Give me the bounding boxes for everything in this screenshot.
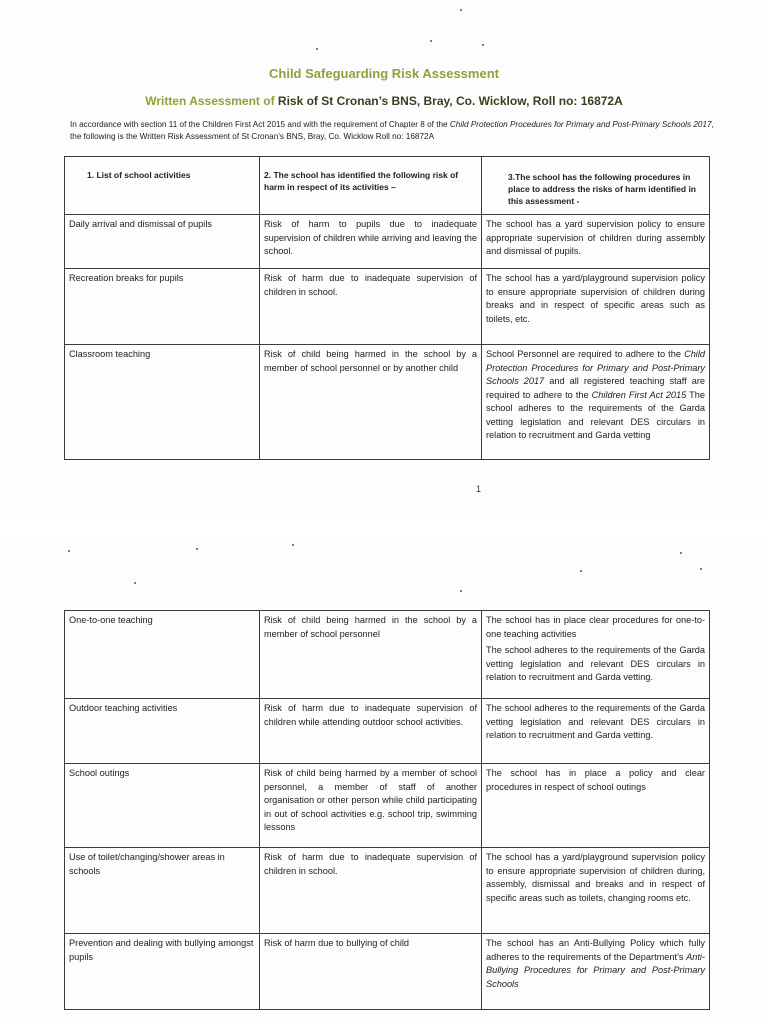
activity-cell: Classroom teaching (65, 345, 260, 460)
scan-speck (482, 44, 484, 46)
activity-cell: Daily arrival and dismissal of pupils (65, 215, 260, 269)
table-header-row (65, 157, 710, 215)
risk-cell: Risk of harm due to inadequate supervision of children while attending outdoor school activities. (260, 699, 482, 764)
procedure-reference: Child Protection Procedures for Primary and Post-Primary Schools 2017 (486, 349, 705, 386)
header-activities: 1. List of school activities (65, 157, 260, 215)
activity-cell: Recreation breaks for pupils (65, 269, 260, 345)
activity-cell: Outdoor teaching activities (65, 699, 260, 764)
table-row (65, 269, 710, 345)
intro-text-a: In accordance with section 11 of the Children First Act 2015 and with the requirement of Chapter 8 of the (70, 120, 448, 129)
document-subtitle (0, 94, 768, 108)
procedure-cell: The school has a yard/playground supervision policy to ensure appropriate supervision of children during, assembly, dismissal and breaks and in respect of specific areas such as toilets, changing rooms etc. (482, 848, 710, 934)
page-gap (0, 520, 768, 538)
risk-cell: Risk of harm due to inadequate supervision of children in school. (260, 848, 482, 934)
procedure-reference: Children First Act 2015 (591, 389, 687, 400)
procedure-text: The school has an Anti-Bullying Policy which fully adheres to the requirements of the Department’s (486, 938, 705, 962)
table-row (65, 215, 710, 269)
scan-speck (134, 582, 136, 584)
intro-text-b: , the following is the Written Risk Assessment of St Cronan’s BNS, Bray, Co. Wicklow Roll no: 16872A (70, 120, 714, 141)
scan-speck (580, 570, 582, 572)
scan-speck (460, 9, 462, 11)
intro-reference: Child Protection Procedures for Primary and Post-Primary Schools 2017 (449, 120, 712, 129)
subtitle-prefix: Written Assessment of (145, 94, 275, 108)
scan-speck (68, 550, 70, 552)
risk-cell: Risk of child being harmed in the school by a member of school personnel (260, 611, 482, 699)
risk-cell: Risk of harm to pupils due to inadequate supervision of children while arriving and leaving the school. (260, 215, 482, 269)
procedure-text-extra: The school adheres to the requirements of the Garda vetting legislation and relevant DES circulars in relation to recruitment and Garda vetting. (486, 645, 705, 682)
risk-cell: Risk of harm due to inadequate supervision of children in school. (260, 269, 482, 345)
document-title: Child Safeguarding Risk Assessment (269, 66, 499, 81)
scan-speck (700, 568, 702, 570)
procedure-text: The school has in place clear procedures for one-to-one teaching activities (486, 615, 705, 639)
scan-speck (292, 544, 294, 546)
procedure-text: School Personnel are required to adhere to the (486, 349, 681, 359)
procedure-reference: Anti-Bullying Procedures for Primary and Post-Primary Schools (486, 951, 705, 989)
activity-cell: School outings (65, 764, 260, 848)
table-row (65, 699, 710, 764)
scan-speck (680, 552, 682, 554)
procedure-text: The school adheres to the requirements of the Garda vetting legislation and relevant DES circulars in relation to recruitment and Garda vetting (486, 389, 705, 440)
table-row (65, 345, 710, 460)
table-row (65, 764, 710, 848)
procedure-cell: The school adheres to the requirements of the Garda vetting legislation and relevant DES circulars in relation to recruitment and Garda vetting. (482, 699, 710, 764)
table-row (65, 934, 710, 1010)
activity-cell: One-to-one teaching (65, 611, 260, 699)
table-row (65, 848, 710, 934)
scan-speck (316, 48, 318, 50)
procedure-cell (482, 611, 710, 699)
activity-cell: Use of toilet/changing/shower areas in schools (65, 848, 260, 934)
procedure-cell: The school has in place a policy and clear procedures in respect of school outings (482, 764, 710, 848)
procedure-cell: The school has a yard supervision policy to ensure appropriate supervision of children during assembly and dismissal of pupils. (482, 215, 710, 269)
activity-cell: Prevention and dealing with bullying amongst pupils (65, 934, 260, 1010)
procedure-cell (482, 345, 710, 460)
scan-speck (430, 40, 432, 42)
risk-cell: Risk of child being harmed by a member of school personnel, a member of staff of another organisation or other person while child participating in out of school activities e.g. school trip, swimming lessons (260, 764, 482, 848)
procedure-cell (482, 934, 710, 1010)
page-number: 1 (476, 484, 482, 494)
page-two (0, 538, 768, 1024)
scan-speck (196, 548, 198, 550)
subtitle-main: Risk of St Cronan’s BNS, Bray, Co. Wicklow, Roll no: 16872A (277, 94, 623, 108)
header-procedures: 3.The school has the following procedures in place to address the risks of harm identified in this assessment - (482, 157, 710, 215)
risk-cell: Risk of child being harmed in the school by a member of school personnel or by another child (260, 345, 482, 460)
procedure-text: and all registered teaching staff are required to adhere to the (486, 376, 705, 400)
risk-table-page-2 (64, 610, 710, 1010)
risk-table-page-1 (64, 156, 710, 460)
table-row (65, 611, 710, 699)
header-risks: 2. The school has identified the following risk of harm in respect of its activities – (260, 157, 482, 215)
risk-cell: Risk of harm due to bullying of child (260, 934, 482, 1010)
intro-paragraph (70, 119, 720, 143)
procedure-cell: The school has a yard/playground supervision policy to ensure appropriate supervision of children during breaks and in respect of specific areas such as toilets, etc. (482, 269, 710, 345)
scan-speck (460, 590, 462, 592)
